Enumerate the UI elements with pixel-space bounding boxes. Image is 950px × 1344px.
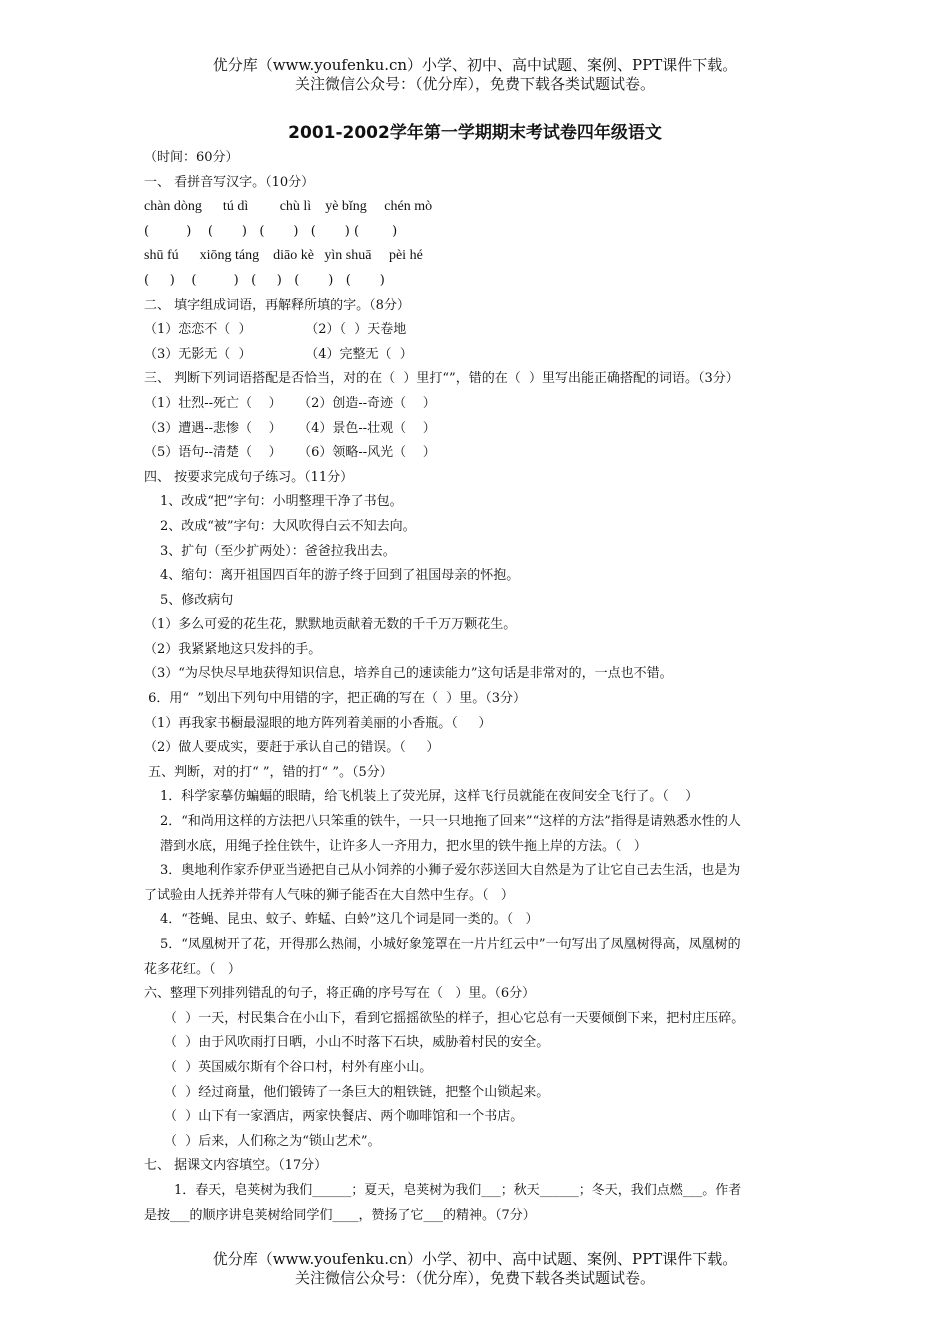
question-line: （3）无影无（ ） （4）完整无（ ） [144,346,413,362]
question-line: 了试验由人抚养并带有人气味的狮子能否在大自然中生存。（ ） [144,887,514,903]
header-line-1: 优分库（www.youfenku.cn）小学、初中、高中试题、案例、PPT课件下载。 [212,56,738,74]
question-line: （ ）一天，村民集合在小山下，看到它摇摇欲坠的样子，担心它总有一天要倾倒下来，把村庄压碎。 [164,1010,745,1026]
question-line: 是按___的顺序讲皂荚树给同学们____，赞扬了它___的精神。（7分） [144,1207,536,1223]
footer-line-2: 关注微信公众号：（优分库），免费下载各类试题试卷。 [294,1269,655,1287]
question-line: 5、修改病句 [160,592,234,608]
question-line: 5．“凤凰树开了花，开得那么热闹，小城好象笼罩在一片片红云中”一句写出了凤凰树得高，凤凰树的 [160,937,741,952]
question-line: （5）语句--清楚（ ） （6）领略--风光（ ） [144,445,436,461]
section-5-heading: 五、判断，对的打“ ”，错的打“ ”。（5分） [144,764,393,780]
question-line: 4．“苍蝇、昆虫、蚊子、蚱蜢、白蛉”这几个词是同一类的。（ ） [160,912,539,928]
question-line: 1、改成“把”字句：小明整理干净了书包。 [160,494,403,510]
question-line: 3、扩句（至少扩两处）：爸爸拉我出去。 [160,543,396,559]
section-1-heading: 一、 看拼音写汉字。（10分） [144,174,315,190]
exam-title: 2001-2002学年第一学期期末考试卷四年级语文 [288,123,662,143]
section-4-heading: 四、 按要求完成句子练习。（11分） [144,469,354,485]
question-line: （ ）山下有一家酒店，两家快餐店、两个咖啡馆和一个书店。 [164,1109,524,1125]
question-line: 4、缩句：离开祖国四百年的游子终于回到了祖国母亲的怀抱。 [160,568,520,584]
section-6-heading: 六、整理下列排列错乱的句子，将正确的序号写在（ ）里。（6分） [144,986,536,1002]
footer-line-1: 优分库（www.youfenku.cn）小学、初中、高中试题、案例、PPT课件下载。 [212,1250,738,1268]
question-line: （ ）经过商量，他们锻铸了一条巨大的粗铁链，把整个山锁起来。 [164,1084,550,1100]
answer-blanks-row-1: ( ) ( ) ( ) ( ) ( ) [144,223,398,239]
question-line: 3．奥地利作家乔伊亚当逊把自己从小饲养的小狮子爱尔莎送回大自然是为了让它自己去生活，也是为 [160,863,741,879]
question-line: （1）壮烈--死亡（ ） （2）创造--奇迹（ ） [144,395,436,411]
section-2-heading: 二、 填字组成词语，再解释所填的字。（8分） [144,297,410,313]
question-line: （1）恋恋不（ ） （2）（ ）天卷地 [144,322,407,338]
page-header [0,56,950,94]
question-line: （ ）由于风吹雨打日晒，小山不时落下石块，威胁着村民的安全。 [164,1035,550,1051]
question-line: 1．科学家摹仿蝙蝠的眼睛，给飞机装上了荧光屏，这样飞行员就能在夜间安全飞行了。（ ） [160,789,699,805]
question-line: 潜到水底，用绳子拴住铁牛，让许多人一齐用力，把水里的铁牛拖上岸的方法。（ ） [160,838,647,854]
section-3-heading: 三、 判断下列词语搭配是否恰当，对的在（ ）里打“”，错的在（ ）里写出能正确搭配的词语。（3分） [144,371,739,387]
question-line: 1．春天，皂荚树为我们______；夏天，皂荚树为我们___；秋天______；冬天，我们点燃___。作者 [174,1182,742,1198]
header-line-2: 关注微信公众号：（优分库），免费下载各类试题试卷。 [294,75,655,93]
question-line: （ ）英国威尔斯有个谷口村，村外有座小山。 [164,1059,433,1075]
pinyin-row-1: chàn dòng tú dì chù lì yè bǐng chén mò [144,199,433,215]
question-line: （2）做人要成实，要赶于承认自己的错误。（ ） [144,740,440,756]
answer-blanks-row-2: ( ) ( ) ( ) ( ) ( ) [144,272,385,288]
question-line: 6．用“ ”划出下列句中用错的字，把正确的写在（ ）里。（3分） [144,691,526,707]
question-line: （1）再我家书橱最湿眼的地方阵列着美丽的小香瓶。（ ） [144,715,492,731]
exam-body [144,146,804,1228]
pinyin-row-2: shū fú xiōng táng diāo kè yìn shuā pèi hé [144,248,423,264]
section-7-heading: 七、 据课文内容填空。（17分） [144,1158,328,1174]
question-line: （1）多么可爱的花生花，默默地贡献着无数的千千万万颗花生。 [144,617,517,633]
page-footer [0,1250,950,1288]
question-line: （3）“为尽快尽早地获得知识信息，培养自己的速读能力”这句话是非常对的，一点也不错。 [144,666,673,682]
question-line: 2、改成“被”字句：大风吹得白云不知去向。 [160,518,416,534]
question-line: （2）我紧紧地这只发抖的手。 [144,641,322,657]
question-line: 花多花红。（ ） [144,961,241,977]
question-line: 2．“和尚用这样的方法把八只笨重的铁牛，一只一只地拖了回来”“这样的方法”指得是请熟悉水性的人 [160,814,741,830]
question-line: （ ）后来，人们称之为“锁山艺术”。 [164,1133,381,1149]
exam-time: （时间：60分） [144,150,239,165]
question-line: （3）遭遇--悲惨（ ） （4）景色--壮观（ ） [144,420,436,436]
